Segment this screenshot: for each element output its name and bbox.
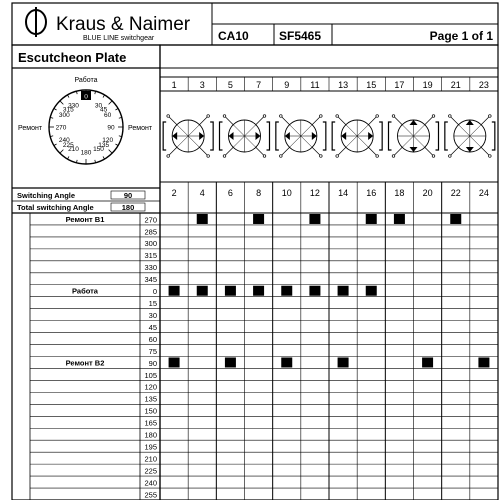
- position-angle: 225: [144, 466, 157, 476]
- position-label: Работа: [72, 286, 98, 296]
- position-angle: 165: [144, 418, 157, 428]
- dial-number: 45: [100, 106, 108, 114]
- terminal-number-bottom: 4: [199, 188, 205, 198]
- dial-number: 315: [62, 106, 74, 114]
- terminal-number-top: 1: [171, 80, 177, 90]
- dial-tick: [103, 95, 105, 98]
- terminal-number-top: 7: [256, 80, 262, 90]
- contact-closed-mark: [225, 286, 236, 296]
- dial-tick: [115, 144, 118, 146]
- terminal-numbers-top: [172, 80, 489, 90]
- position-label: Ремонт B1: [65, 214, 105, 224]
- contact-closed-mark: [281, 357, 292, 367]
- contact-closed-mark: [309, 286, 320, 296]
- terminal-number-top: 23: [478, 80, 489, 90]
- dial-tick: [54, 144, 57, 146]
- terminal-number-top: 11: [310, 80, 320, 90]
- position-angle: 120: [144, 382, 157, 392]
- contact-closed-mark: [366, 286, 377, 296]
- contact-closed-mark: [309, 214, 320, 224]
- switching-angle-value: 90: [123, 191, 133, 200]
- contact-closed-mark: [338, 286, 349, 296]
- terminal-number-bottom: 12: [309, 188, 320, 198]
- position-angle: 75: [148, 346, 157, 356]
- dial-number: 150: [93, 145, 104, 153]
- dial-number: 180: [80, 149, 92, 157]
- position-angle: 30: [148, 310, 157, 320]
- terminal-number-top: 15: [366, 80, 377, 90]
- cam-contact-symbol: [445, 115, 495, 158]
- position-angle: 315: [144, 251, 157, 261]
- position-label: Ремонт B2: [65, 358, 105, 368]
- diagram-code: SF5465: [279, 29, 322, 43]
- dial-number: 225: [62, 141, 74, 149]
- contact-closed-mark: [225, 357, 236, 367]
- page-number: Page 1 of 1: [429, 29, 493, 43]
- position-angle: 255: [144, 490, 157, 500]
- contact-closed-mark: [253, 286, 264, 296]
- contact-closed-mark: [197, 214, 208, 224]
- series-code: CA10: [218, 29, 249, 43]
- cam-contact-symbol: [163, 115, 213, 158]
- dial-number: 90: [107, 124, 115, 132]
- cam-contact-symbol: [332, 115, 382, 158]
- position-angle: 15: [148, 299, 157, 309]
- dial-number: 240: [58, 136, 70, 144]
- terminal-number-top: 19: [422, 80, 433, 90]
- position-angle: 180: [144, 430, 157, 440]
- contact-closed-mark: [338, 357, 349, 367]
- contact-closed-mark: [394, 214, 405, 224]
- terminal-number-top: 17: [394, 80, 405, 90]
- dial-number: 30: [94, 102, 103, 110]
- dial-tick: [68, 156, 70, 159]
- cam-contact-symbol: [276, 115, 326, 158]
- total-switching-angle-label: Total switching Angle: [17, 203, 94, 212]
- position-angle: 150: [144, 406, 157, 416]
- terminal-number-bottom: 14: [338, 188, 349, 198]
- terminal-number-top: 3: [199, 80, 205, 90]
- terminal-number-top: 21: [450, 80, 461, 90]
- contact-closed-mark: [281, 286, 292, 296]
- dial-number: 135: [98, 141, 110, 149]
- escutcheon-dial: [49, 90, 123, 164]
- terminal-number-bottom: 10: [281, 188, 292, 198]
- terminal-number-bottom: 22: [450, 188, 461, 198]
- position-angle: 60: [148, 334, 157, 344]
- terminal-number-bottom: 2: [171, 188, 177, 198]
- terminal-number-bottom: 24: [478, 188, 489, 198]
- dial-number: 120: [102, 136, 114, 144]
- position-angle: 300: [144, 239, 157, 249]
- dial-number: 210: [68, 145, 79, 153]
- position-angle: 285: [144, 227, 157, 237]
- contact-closed-mark: [478, 357, 489, 367]
- total-switching-angle-value: 180: [121, 203, 135, 212]
- contact-closed-mark: [169, 357, 180, 367]
- position-angle: 270: [144, 215, 157, 225]
- dial-tick: [54, 109, 57, 111]
- position-angle: 0: [152, 287, 157, 297]
- dial-number: 330: [68, 102, 79, 110]
- position-angle: 240: [144, 478, 157, 488]
- position-table: [30, 213, 498, 500]
- terminal-number-bottom: 18: [394, 188, 405, 198]
- dial-label-right: Ремонт: [128, 125, 153, 132]
- contact-closed-mark: [450, 214, 461, 224]
- dial-zero-label: 0: [84, 93, 88, 101]
- dial-number: 270: [55, 124, 67, 132]
- terminal-number-bottom: 6: [227, 188, 233, 198]
- escutcheon-title: Escutcheon Plate: [18, 50, 127, 65]
- position-angle: 195: [144, 442, 157, 452]
- terminal-number-bottom: 16: [366, 188, 377, 198]
- dial-number: 300: [58, 111, 70, 119]
- contact-closed-mark: [253, 214, 264, 224]
- position-angle: 345: [144, 275, 157, 285]
- contact-cam-symbols: [163, 115, 495, 158]
- dial-tick: [115, 109, 118, 111]
- switching-angle-label: Switching Angle: [17, 191, 76, 200]
- dial-label-left: Ремонт: [18, 125, 43, 132]
- position-angle: 210: [144, 454, 157, 464]
- dial-tick: [109, 150, 113, 154]
- company-tagline: BLUE LINE switchgear: [83, 35, 155, 42]
- company-name: Kraus & Naimer: [56, 14, 191, 35]
- contact-closed-mark: [197, 286, 208, 296]
- dial-tick: [109, 101, 113, 105]
- position-angle: 330: [144, 263, 157, 273]
- position-angle: 105: [144, 370, 157, 380]
- dial-label-top: Работа: [74, 77, 98, 84]
- dial-tick: [60, 101, 64, 105]
- terminal-number-bottom: 20: [422, 188, 433, 198]
- header: [12, 3, 498, 45]
- dial-number: 60: [104, 111, 112, 119]
- dial-tick: [103, 156, 105, 159]
- position-angle: 90: [148, 358, 157, 368]
- position-angle: 45: [148, 322, 157, 332]
- position-angle: 135: [144, 394, 157, 404]
- contact-closed-mark: [366, 214, 377, 224]
- terminal-number-top: 13: [338, 80, 349, 90]
- contact-closed-mark: [169, 286, 180, 296]
- cam-contact-symbol: [220, 115, 270, 158]
- terminal-number-top: 9: [284, 80, 290, 90]
- terminal-number-bottom: 8: [256, 188, 262, 198]
- dial-tick: [60, 150, 64, 154]
- contact-closed-mark: [422, 357, 433, 367]
- cam-contact-symbol: [389, 115, 439, 158]
- terminal-number-top: 5: [227, 80, 233, 90]
- dial-tick: [68, 95, 70, 98]
- company-logo: [26, 7, 46, 37]
